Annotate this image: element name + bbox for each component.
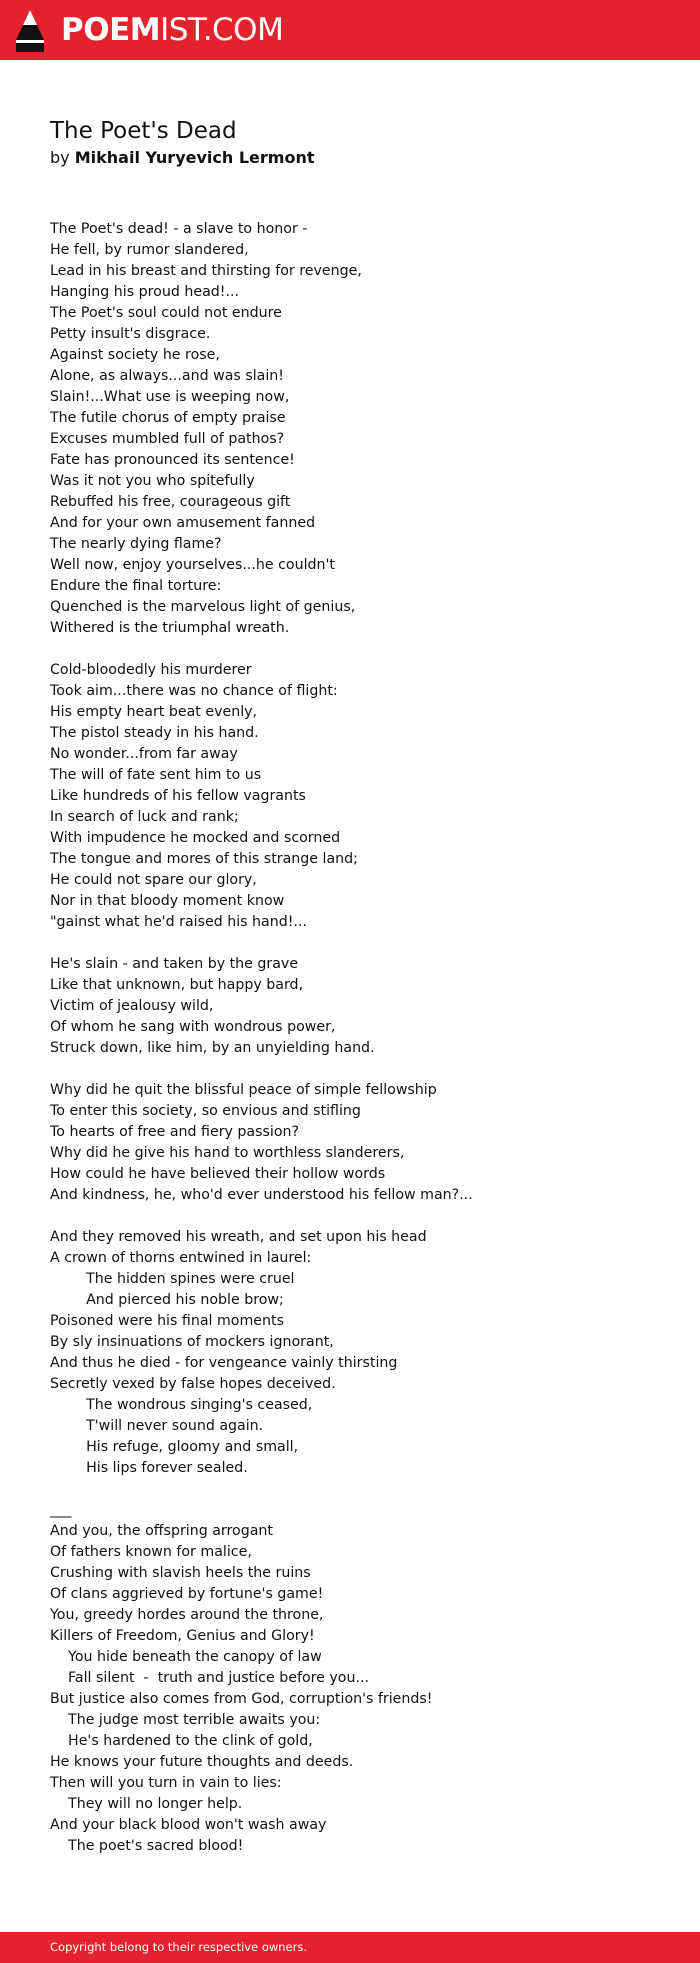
site-header — [0, 0, 700, 60]
poem-byline — [50, 146, 314, 170]
poem-text: The Poet's dead! - a slave to honor - He fell, by rumor slandered, Lead in his breast and thirsting for revenge, Hanging his proud head!... The Poet's soul could not endure Petty insult's disgrace. Against society he rose, Alone, as always...and was slain! Slain!...What use is weeping now, The futile chorus of empty praise Excuses mumbled full of pathos? Fate has pronounced its sentence! Was it not you who spitefully Rebuffed his free, courageous gift And for your own amusement fanned The nearly dying flame? Well now, enjoy yourselves...he couldn't Endure the final torture: Quenched is the marvelous light of genius, Withered is the triumphal wreath. Cold-bloodedly his murderer Took aim...there was no chance of flight: His empty heart beat evenly, The pistol steady in his hand. No wonder...from far away The will of fate sent him to us Like hundreds of his fellow vagrants In search of luck and rank; With impudence he mocked and scorned The tongue and mores of this strange land; He could not spare our glory, Nor in that bloody moment know "gainst what he'd raised his hand!... He's slain - and taken by the grave Like that unknown, but happy bard, Victim of jealousy wild, Of whom he sang with wondrous power, Struck down, like him, by an unyielding hand. Why did he quit the blissful peace of simple fellowship To enter this society, so envious and stifling To hearts of free and fiery passion? Why did he give his hand to worthless slanderers, How could he have believed their hollow words And kindness, he, who'd ever understood his fellow man?... And they removed his wreath, and set upon his head A crown of thorns entwined in laurel: The hidden spines were cruel And pierced his noble brow; Poisoned were his final moments By sly insinuations of mockers ignorant, And thus he died - for vengeance vainly thirsting Secretly vexed by false hopes deceived. The wondrous singing's ceased, T'will never sound again. His refuge, gloomy and small, His lips forever sealed. ___ And you, the offspring arrogant Of fathers known for malice, Crushing with slavish heels the ruins Of clans aggrieved by fortune's game! You, greedy hordes around the throne, Killers of Freedom, Genius and Glory! You hide beneath the canopy of law Fall silent - truth and justice before you... But justice also comes from God, corruption's friends! The judge most terrible awaits you: He's hardened to the clink of gold, He knows your future thoughts and deeds. Then will you turn in vain to lies: They will no longer help. And your black blood won't wash away The poet's sacred blood! — [50, 221, 473, 1854]
copyright-notice: Copyright belong to their respective owners. — [50, 1940, 308, 1954]
pencil-tip-logo-icon[interactable] — [16, 10, 44, 52]
brand-bold-text: POEM — [61, 12, 161, 48]
poem-title: The Poet's Dead — [50, 118, 237, 144]
author-name: Mikhail Yuryevich Lermont — [74, 148, 315, 167]
site-brand-link[interactable] — [61, 10, 283, 50]
site-footer — [0, 1932, 700, 1963]
by-label: by — [50, 148, 70, 167]
brand-light-text: IST.COM — [160, 12, 284, 48]
